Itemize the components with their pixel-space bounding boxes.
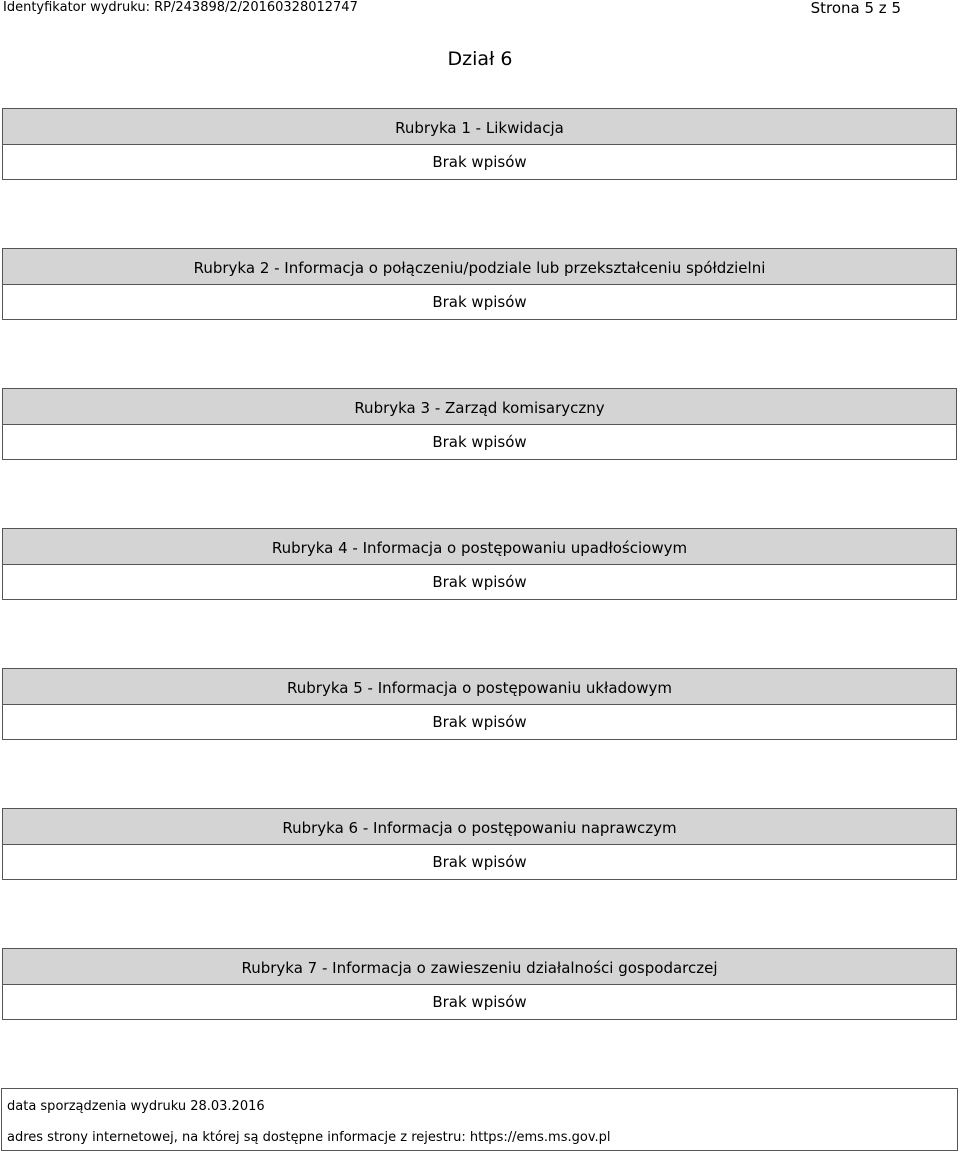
- rubric-content: Brak wpisów: [3, 425, 956, 459]
- print-header: [0, 0, 960, 16]
- rubric-2: [2, 248, 957, 320]
- rubric-content: Brak wpisów: [3, 985, 956, 1019]
- rubric-title: Rubryka 1 - Likwidacja: [3, 109, 956, 145]
- rubric-title: Rubryka 6 - Informacja o postępowaniu naprawczym: [3, 809, 956, 845]
- rubric-title: Rubryka 2 - Informacja o połączeniu/podziale lub przekształceniu spółdzielni: [3, 249, 956, 285]
- registry-url-note: adres strony internetowej, na której są dostępne informacje z rejestru: https://ems.ms.gov.pl: [7, 1130, 611, 1145]
- rubric-title: Rubryka 5 - Informacja o postępowaniu układowym: [3, 669, 956, 705]
- print-footer: [1, 1088, 958, 1151]
- rubric-title: Rubryka 3 - Zarząd komisaryczny: [3, 389, 956, 425]
- rubric-1: [2, 108, 957, 180]
- rubric-5: [2, 668, 957, 740]
- rubric-content: Brak wpisów: [3, 145, 956, 179]
- section-title: Dział 6: [447, 48, 513, 70]
- rubric-content: Brak wpisów: [3, 565, 956, 599]
- print-identifier: Identyfikator wydruku: RP/243898/2/20160328012747: [3, 0, 358, 15]
- rubric-content: Brak wpisów: [3, 285, 956, 319]
- rubric-7: [2, 948, 957, 1020]
- print-date: data sporządzenia wydruku 28.03.2016: [7, 1099, 265, 1114]
- rubric-title: Rubryka 4 - Informacja o postępowaniu upadłościowym: [3, 529, 956, 565]
- rubric-3: [2, 388, 957, 460]
- rubric-content: Brak wpisów: [3, 705, 956, 739]
- rubric-content: Brak wpisów: [3, 845, 956, 879]
- rubric-4: [2, 528, 957, 600]
- rubric-title: Rubryka 7 - Informacja o zawieszeniu działalności gospodarczej: [3, 949, 956, 985]
- rubric-6: [2, 808, 957, 880]
- page-number: Strona 5 z 5: [810, 0, 901, 17]
